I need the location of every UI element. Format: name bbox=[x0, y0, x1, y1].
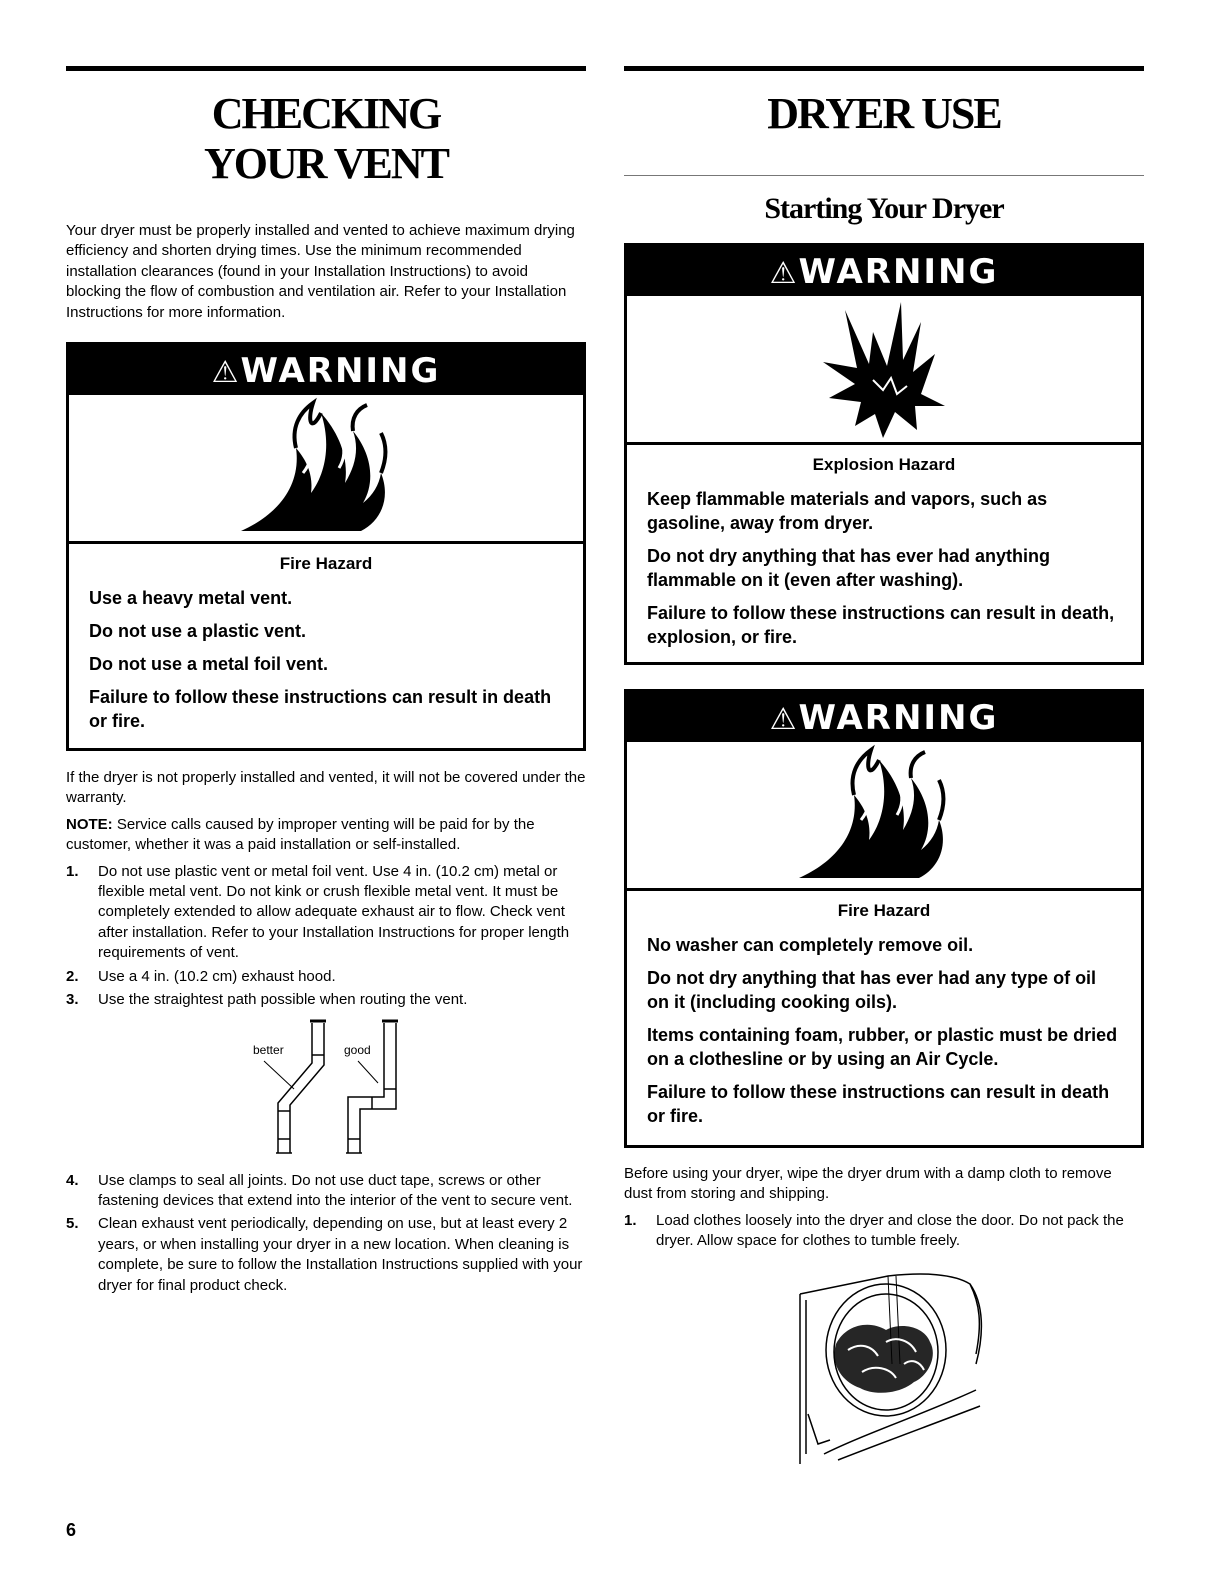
note-label: NOTE: bbox=[66, 815, 113, 833]
warning-line: Do not use a metal foil vent. bbox=[89, 654, 329, 675]
checking-vent-section bbox=[66, 66, 586, 1296]
intro-paragraph: Your dryer must be properly installed and vented to achieve maximum drying efficiency and shorten drying times. Use the minimum recommended installation clearances (found in your Installation Instructions) to avoid blocking the flow of combustion and ventilation air. Refer to your Installation Instructions for more information. bbox=[66, 222, 575, 321]
hazard-title: Fire Hazard bbox=[279, 554, 373, 574]
warning-line: Do not dry anything that has ever had anything flammable on it (even after washing). bbox=[647, 546, 1051, 590]
hazard-title: Explosion Hazard bbox=[812, 455, 956, 474]
warning-triangle-icon: ⚠ bbox=[769, 256, 799, 291]
warning-body bbox=[69, 544, 583, 754]
loading-steps-list bbox=[624, 1211, 1144, 1252]
warning-line: No washer can completely remove oil. bbox=[647, 935, 974, 955]
vent-steps-list bbox=[66, 862, 586, 1011]
section-title: DRYER USE bbox=[767, 89, 1001, 138]
warning-triangle-icon: ⚠ bbox=[769, 702, 799, 737]
warning-line: Failure to follow these instructions can result in death, explosion, or fire. bbox=[647, 603, 1115, 647]
label-good: good bbox=[344, 1042, 371, 1057]
vent-routing-diagram bbox=[66, 1011, 586, 1171]
fire-icon bbox=[627, 742, 1141, 891]
warning-label: WARNING bbox=[798, 252, 999, 292]
note-paragraph bbox=[66, 815, 586, 856]
warning-line: Failure to follow these instructions can result in death or fire. bbox=[647, 1082, 1110, 1126]
note-text: Service calls caused by improper venting will be paid for by the customer, whether it was a paid installation or self-installed. bbox=[66, 815, 535, 854]
divider bbox=[624, 175, 1144, 176]
list-item: 3. Use the straightest path possible when routing the vent. bbox=[66, 991, 468, 1009]
vent-steps-list-continued bbox=[66, 1171, 586, 1296]
page-number: 6 bbox=[66, 1520, 77, 1540]
warning-header bbox=[627, 692, 1141, 742]
warning-triangle-icon: ⚠ bbox=[211, 355, 241, 391]
title-line-2: YOUR VENT bbox=[203, 139, 448, 188]
warning-line: Keep flammable materials and vapors, such as gasoline, away from dryer. bbox=[647, 489, 1048, 533]
list-item: 4. Use clamps to seal all joints. Do not use duct tape, screws or other fastening devices that extend into the interior of the vent to secure vent. bbox=[66, 1171, 573, 1209]
warning-body bbox=[627, 445, 1141, 670]
warning-line: Do not use a plastic vent. bbox=[89, 621, 307, 642]
fire-warning-box bbox=[66, 342, 586, 751]
list-item: 2. Use a 4 in. (10.2 cm) exhaust hood. bbox=[66, 967, 336, 985]
explosion-warning-box bbox=[624, 243, 1144, 665]
warning-header bbox=[627, 246, 1141, 296]
title-line-1: CHECKING bbox=[211, 89, 441, 138]
dryer-loading-illustration bbox=[624, 1264, 1144, 1464]
section-subtitle: Starting Your Dryer bbox=[764, 192, 1004, 225]
dryer-use-section bbox=[624, 66, 1144, 1464]
list-item: 1. Do not use plastic vent or metal foil vent. Use 4 in. (10.2 cm) metal or flexible metal vent. Do not kink or crush flexible metal vent. It must be completely extended to allow adequate exhaust air to flow. Check vent after installation. Refer to your Installation Instructions for proper length requirements of vent. bbox=[66, 862, 570, 962]
warning-label: WARNING bbox=[798, 698, 999, 738]
warning-line: Use a heavy metal vent. bbox=[89, 588, 293, 609]
explosion-icon bbox=[627, 296, 1141, 445]
section-title bbox=[66, 89, 586, 189]
warning-header bbox=[69, 345, 583, 395]
list-item: 1. Load clothes loosely into the dryer and close the door. Do not pack the dryer. Allow space for clothes to tumble freely. bbox=[624, 1211, 1124, 1250]
warning-body bbox=[627, 891, 1141, 1149]
warning-line: Do not dry anything that has ever had any type of oil on it (including cooking oils). bbox=[647, 968, 1097, 1012]
before-use-paragraph: Before using your dryer, wipe the dryer drum with a damp cloth to remove dust from storing and shipping. bbox=[624, 1165, 1112, 1203]
fire-icon bbox=[69, 395, 583, 544]
warning-label: WARNING bbox=[240, 351, 441, 392]
fire-warning-box bbox=[624, 689, 1144, 1148]
label-better: better bbox=[253, 1042, 284, 1057]
top-rule bbox=[66, 66, 586, 71]
top-rule bbox=[624, 66, 1144, 71]
hazard-title: Fire Hazard bbox=[837, 901, 931, 920]
warning-line: Items containing foam, rubber, or plastic must be dried on a clothesline or by using an Air Cycle. bbox=[647, 1025, 1118, 1069]
warranty-paragraph: If the dryer is not properly installed and vented, it will not be covered under the warranty. bbox=[66, 769, 586, 807]
list-item: 5. Clean exhaust vent periodically, depending on use, but at least every 2 years, or when installing your dryer in a new location. When cleaning is complete, be sure to follow the Installation Instructions supplied with your dryer for final product check. bbox=[66, 1215, 583, 1294]
warning-line: Failure to follow these instructions can result in death or fire. bbox=[89, 687, 552, 732]
